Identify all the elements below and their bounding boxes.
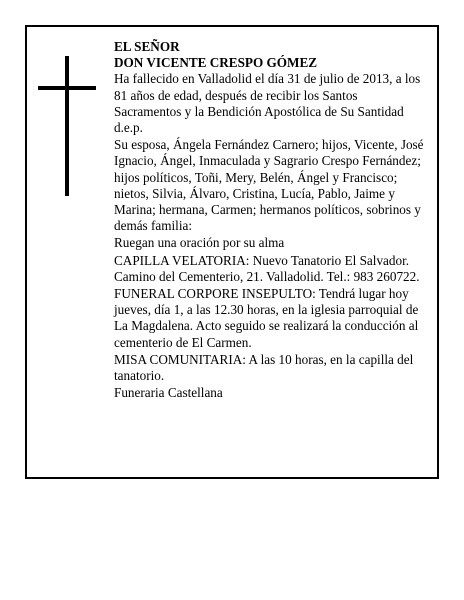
prayer-request: Ruegan una oración por su alma — [114, 235, 285, 251]
funeral-home: Funeraria Castellana — [114, 385, 223, 401]
chapel-info: CAPILLA VELATORIA: Nuevo Tanatorio El Salvador. Camino del Cementerio, 21. Valladolid. Tel.: 983 260722. — [114, 252, 420, 284]
family-list: Su esposa, Ángela Fernández Carnero; hijos, Vicente, José Ignacio, Ángel, Inmaculada y Sagrario Crespo Fernández; hijos políticos, Toñi, Mery, Belén, Ángel y Francisco; nietos, Silvia, Álvaro, Cristina, Lucía, Pablo, Jaime y Marina; hermana, Carmen; hermanos políticos, sobrinos y demás familia: — [114, 137, 424, 234]
mass-info: MISA COMUNITARIA: A las 10 horas, en la capilla del tanatorio. — [114, 351, 414, 384]
deceased-name: DON VICENTE CRESPO GÓMEZ — [114, 55, 318, 71]
cross-horizontal-bar — [38, 86, 96, 90]
heading-title: EL SEÑOR — [114, 39, 180, 54]
death-announcement: Ha fallecido en Valladolid el día 31 de julio de 2013, a los 81 años de edad, después de recibir los Santos Sacramentos y la Bendición Apostólica de Su Santidad d.e.p. — [114, 71, 421, 136]
funeral-info: FUNERAL CORPORE INSEPULTO: Tendrá lugar hoy jueves, día 1, a las 12.30 horas, en la iglesia parroquial de La Magdalena. Acto seguido se realizará la conducción al cementerio de El Carmen. — [114, 286, 419, 350]
obituary-text — [114, 39, 424, 402]
cross-vertical-bar — [65, 56, 69, 196]
cross-icon — [38, 56, 96, 196]
